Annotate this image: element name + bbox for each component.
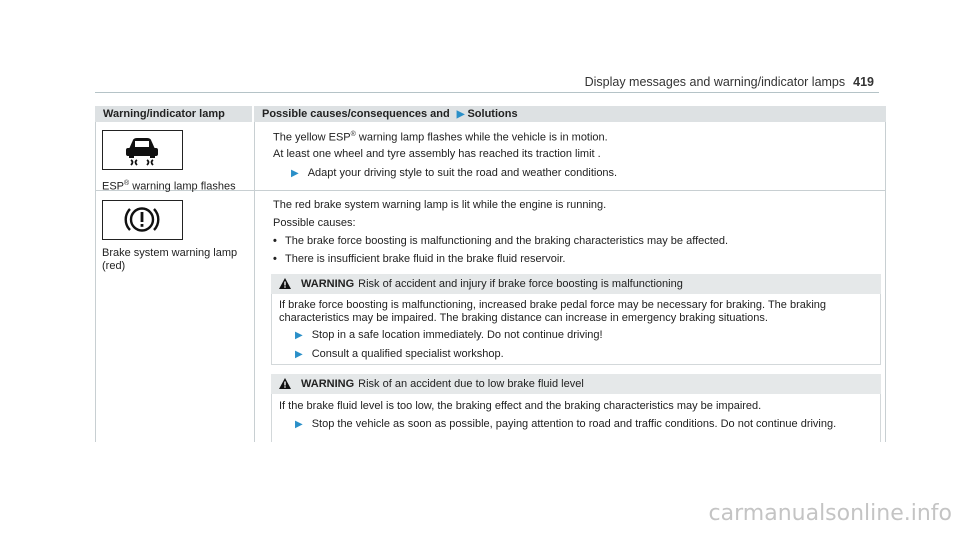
lamp-suffix: warning lamp flashes: [129, 180, 236, 193]
col-separator: [95, 122, 96, 442]
brake-lamp-icon-box: [102, 200, 183, 240]
action-text: Consult a qualified specialist workshop.: [311, 348, 504, 360]
warning-body-line: If brake force boosting is malfunctioning, increased brake pedal force may be necessary for braking. The braking: [279, 299, 827, 311]
page-number: 419: [853, 75, 874, 89]
registered-mark: ®: [124, 180, 130, 187]
warning-header-1: [271, 274, 881, 294]
esp-action: [291, 166, 617, 181]
warning-action: [295, 417, 836, 432]
warning-lamp-table: [95, 106, 886, 442]
arrow-icon: ▶: [295, 330, 303, 341]
watermark: carmanualsonline.info: [708, 501, 952, 526]
esp-line-2: At least one wheel and tyre assembly has reached its traction limit .: [273, 148, 601, 160]
esp-line-1: [273, 128, 608, 145]
brake-lamp-label: [102, 247, 250, 273]
warning-body-line: characteristics may be impaired. The braking distance can increase in emergency braking situations.: [279, 312, 768, 324]
warning-label: WARNING: [301, 378, 355, 390]
esp-lamp-icon-box: [102, 130, 183, 170]
esp-lamp-label: [102, 177, 250, 194]
col2-header: [254, 106, 886, 122]
col-separator: [885, 122, 886, 442]
header-rule: [95, 92, 879, 93]
bullet-text: There is insufficient brake fluid in the brake fluid reservoir.: [285, 253, 566, 265]
arrow-icon: ▶: [456, 109, 465, 120]
warning-title: Risk of an accident due to low brake fluid level: [358, 378, 584, 390]
bullet-text: The brake force boosting is malfunctioning and the braking characteristics may be affected.: [285, 235, 729, 247]
warning-header-2: [271, 374, 881, 394]
registered-mark: ®: [350, 131, 356, 138]
text-pre: The yellow ESP: [273, 131, 351, 144]
bullet-icon: •: [273, 235, 277, 247]
bullet-item: [273, 234, 728, 248]
arrow-icon: ▶: [295, 349, 303, 360]
brake-warning-icon: [103, 201, 181, 238]
text-post: warning lamp flashes while the vehicle is in motion.: [355, 131, 608, 144]
col2-header-solutions: Solutions: [467, 108, 518, 120]
arrow-icon: ▶: [295, 419, 303, 430]
col1-header: Warning/indicator lamp: [95, 106, 252, 122]
possible-causes: Possible causes:: [273, 217, 356, 229]
action-text: Adapt your driving style to suit the road and weather conditions.: [307, 167, 618, 179]
esp-car-skid-icon: [103, 131, 181, 168]
brake-intro: The red brake system warning lamp is lit while the engine is running.: [273, 199, 607, 211]
running-header: [585, 75, 874, 89]
warning-body-line: If the brake fluid level is too low, the braking effect and the braking characteristics may be impaired.: [279, 400, 762, 412]
bullet-item: [273, 252, 565, 266]
warning-triangle-icon: [279, 378, 291, 389]
arrow-icon: ▶: [291, 168, 299, 179]
action-text: Stop the vehicle as soon as possible, paying attention to road and traffic conditions. Do not continue driving.: [311, 418, 837, 430]
bullet-icon: •: [273, 253, 277, 265]
warning-action: [295, 328, 603, 343]
action-text: Stop in a safe location immediately. Do not continue driving!: [311, 329, 603, 341]
warning-title: Risk of accident and injury if brake force boosting is malfunctioning: [358, 278, 683, 290]
col2-header-text: Possible causes/consequences and: [262, 108, 450, 120]
lamp-name: ESP: [102, 180, 125, 193]
warning-triangle-icon: [279, 278, 291, 289]
warning-action: [295, 347, 504, 362]
lamp-label-line1: Brake system warning lamp: [102, 247, 238, 259]
header-title: Display messages and warning/indicator lamps: [584, 75, 846, 89]
lamp-label-line2: (red): [102, 260, 126, 272]
warning-label: WARNING: [301, 278, 355, 290]
col-separator: [254, 122, 255, 442]
